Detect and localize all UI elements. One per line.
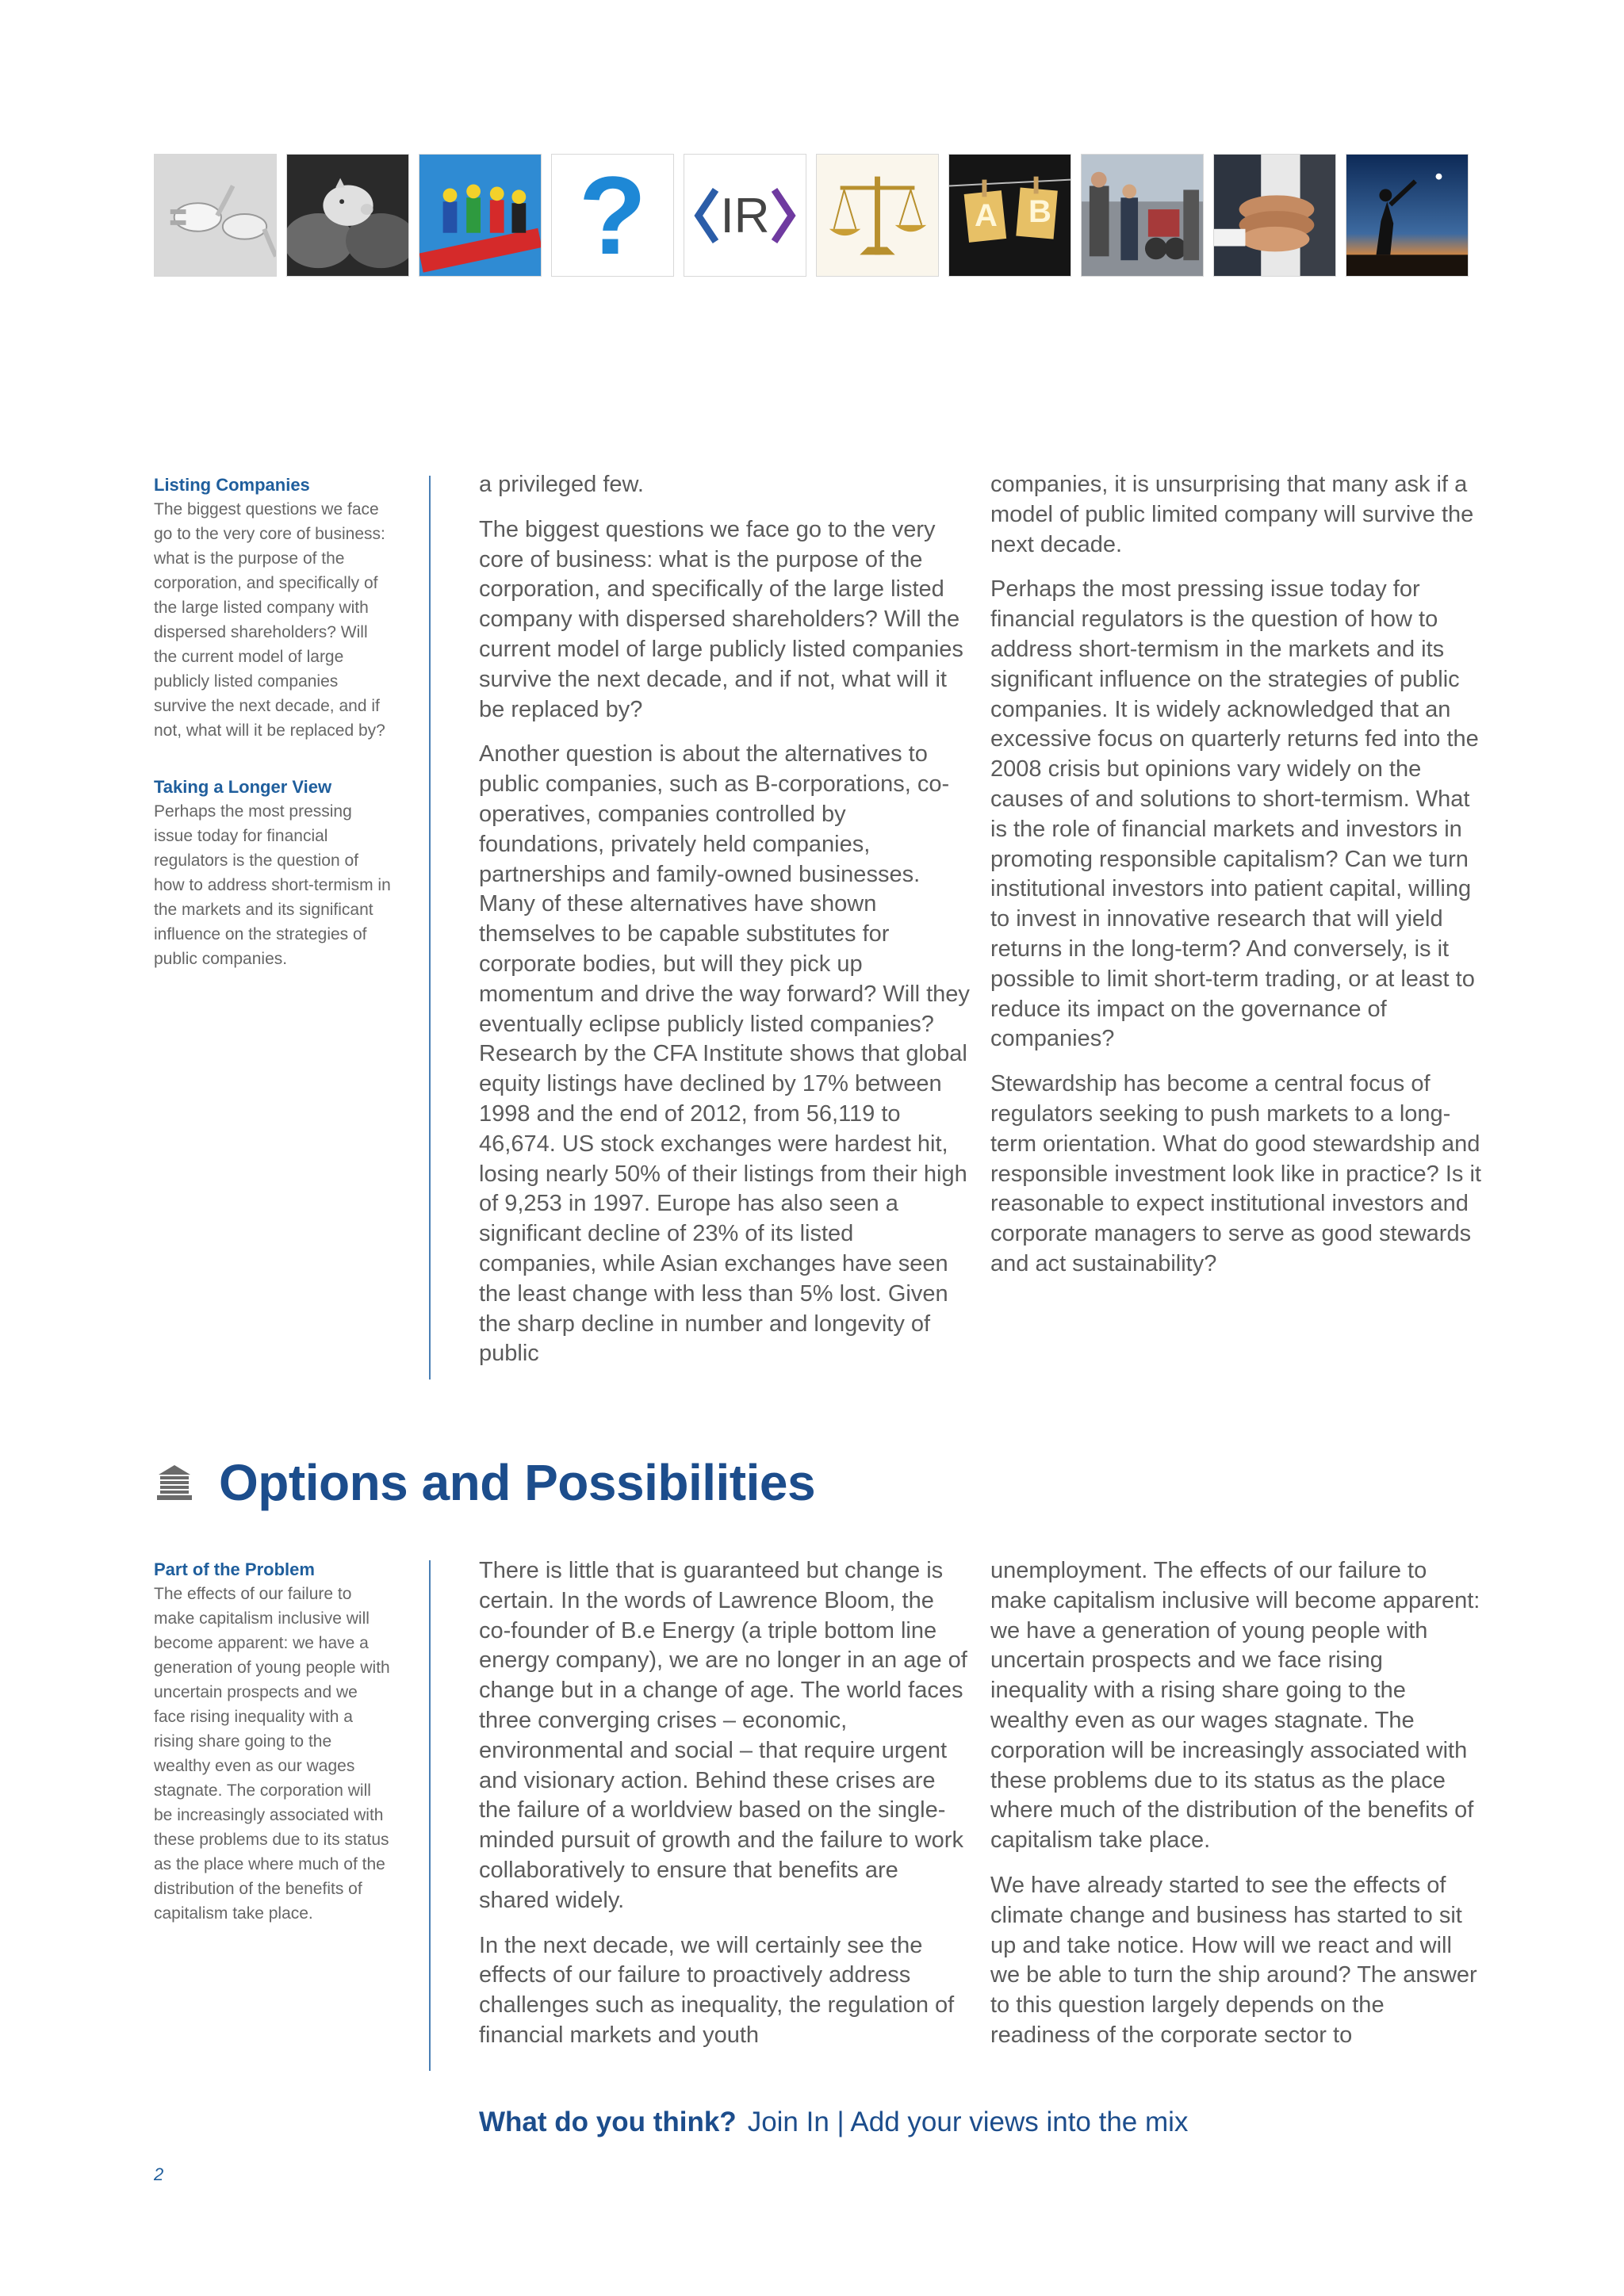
paragraph: The biggest questions we face go to the very core of business: what is the purpose of the corporation, and specifically of the large listed company with dispersed shareholders? Will the current model of large publicly listed companies survive the next decade, and if not, what will it be replaced by? bbox=[479, 516, 963, 722]
piggy-bank-image bbox=[286, 154, 409, 277]
call-to-action bbox=[479, 2107, 1188, 2138]
cta-question: What do you think? bbox=[479, 2107, 737, 2137]
question-mark-glyph: ? bbox=[578, 154, 647, 277]
section2-column-2 bbox=[990, 1556, 1482, 2066]
section-title: Options and Possibilities bbox=[219, 1454, 816, 1511]
paragraph: There is little that is guaranteed but change is certain. In the words of Lawrence Bloom, the co-founder of B.e Energy (a triple bottom line energy company), we are no longer in an age of change but in a change of age. The world faces three converging crises – economic, environmental and social – that require urgent and visionary action. Behind these crises are the failure of a worldview based on the single-minded pursuit of growth and the failure to work collaboratively to ensure that benefits are shared widely. bbox=[479, 1558, 967, 1913]
sidebar-heading-part-of-problem: Part of the Problem bbox=[154, 1559, 315, 1579]
street-scene-image bbox=[1081, 154, 1204, 277]
paragraph: Another question is about the alternatives to public companies, such as B-corporations, co-operatives, companies controlled by foundations, privately held companies, partnerships and family-owned businesses. Many of these alternatives have shown themselves to be capable substitutes for corporate bodies, but will they pick up momentum and drive the way forward? Will they eventually eclipse publicly listed companies? Research by the CFA Institute shows that global equity listings have declined by 17% between 1998 and the end of 2012, from 56,119 to 46,674. US stock exchanges were hardest hit, losing nearly 50% of their listings from their high of 9,253 in 1997. Europe has also seen a significant decline of 23% of its listed companies, while Asian exchanges have seen the least change with less than 5% lost. Given the sharp decline in number and longevity of public bbox=[479, 741, 970, 1367]
sidebar-text-longer-view: Perhaps the most pressing issue today for financial regulators is the question of how to address short-termism in the markets and its significant influence on the strategies of public companies. bbox=[154, 802, 391, 968]
building-icon bbox=[154, 1462, 195, 1503]
paragraph: Perhaps the most pressing issue today for financial regulators is the question of how to address short-termism in the markets and its significant influence on the strategies of public companies. It is widely acknowledged that an excessive focus on quarterly returns fed into the 2008 crisis but opinions vary widely on the causes of and solutions to short-termism. What is the role of financial markets and investors in promoting responsible capitalism? Can we turn institutional investors into patient capital, willing to invest in innovative research that will yield returns in the long-term? And conversely, is it possible to limit short-term trading, or at least to reduce its impact on the governance of companies? bbox=[990, 576, 1479, 1052]
paragraph: We have already started to see the effects of climate change and business has started to sit up and take notice. How will we react and will we be able to turn the ship around? The answer to this question largely depends on the readiness of the corporate sector to bbox=[990, 1872, 1477, 2048]
paragraph: a privileged few. bbox=[479, 472, 644, 497]
section2-column-1 bbox=[479, 1556, 971, 2066]
card-a-letter: A bbox=[975, 198, 998, 233]
paragraph: In the next decade, we will certainly see the effects of our failure to proactively address challenges such as inequality, the regulation of financial markets and youth bbox=[479, 1932, 955, 2048]
column-divider-2 bbox=[429, 1560, 431, 2071]
section1-column-2 bbox=[990, 470, 1482, 1295]
sunset-figure-image bbox=[1346, 154, 1469, 277]
plug-image bbox=[154, 154, 277, 277]
column-divider-1 bbox=[429, 476, 431, 1380]
sidebar-text-part-of-problem: The effects of our failure to make capitalism inclusive will become apparent: we have a generation of young people with uncertain prospects and we face rising inequality with a rising share going to the wealthy even as our wages stagnate. The corporation will be increasingly associated with these problems due to its status as the place where much of the distribution of the benefits of capitalism take place. bbox=[154, 1585, 390, 1923]
ir-logo-image bbox=[684, 154, 806, 277]
section1-column-1 bbox=[479, 470, 971, 1384]
a-b-cards-image bbox=[948, 154, 1071, 277]
handshake-image bbox=[1213, 154, 1336, 277]
paragraph: unemployment. The effects of our failure to make capitalism inclusive will become apparent: we have a generation of young people with uncertain prospects and we face rising inequality with a rising share going to the wealthy even as our wages stagnate. The corporation will be increasingly associated with these problems due to its status as the place where much of the distribution of the benefits of capitalism take place. bbox=[990, 1558, 1480, 1854]
sidebar-heading-longer-view: Taking a Longer View bbox=[154, 777, 332, 797]
question-mark-image bbox=[551, 154, 674, 277]
sidebar-section1 bbox=[154, 473, 392, 1003]
sidebar-section2 bbox=[154, 1557, 392, 1957]
scales-image bbox=[816, 154, 939, 277]
lego-figures-image bbox=[419, 154, 542, 277]
sidebar-text-listing-companies: The biggest questions we face go to the very core of business: what is the purpose of the corporation, and specifically of the large listed company with dispersed shareholders? Will the current model of large publicly listed companies survive the next decade, and if not, what will it be replaced by? bbox=[154, 500, 385, 740]
paragraph: Stewardship has become a central focus of regulators seeking to push markets to a long-term orientation. What do good stewardship and responsible investment look like in practice? Is it reasonable to expect institutional investors and corporate managers to serve as good stewards and act sustainability? bbox=[990, 1071, 1481, 1276]
sidebar-heading-listing-companies: Listing Companies bbox=[154, 475, 310, 495]
card-b-letter: B bbox=[1028, 194, 1051, 229]
section-heading bbox=[154, 1451, 815, 1514]
paragraph: companies, it is unsurprising that many ask if a model of public limited company will survive the next decade. bbox=[990, 472, 1474, 557]
ir-logo-text: IR bbox=[720, 189, 770, 243]
join-in-link[interactable]: Join In | Add your views into the mix bbox=[747, 2107, 1189, 2137]
page-number: 2 bbox=[154, 2164, 164, 2184]
image-strip bbox=[154, 154, 1470, 277]
